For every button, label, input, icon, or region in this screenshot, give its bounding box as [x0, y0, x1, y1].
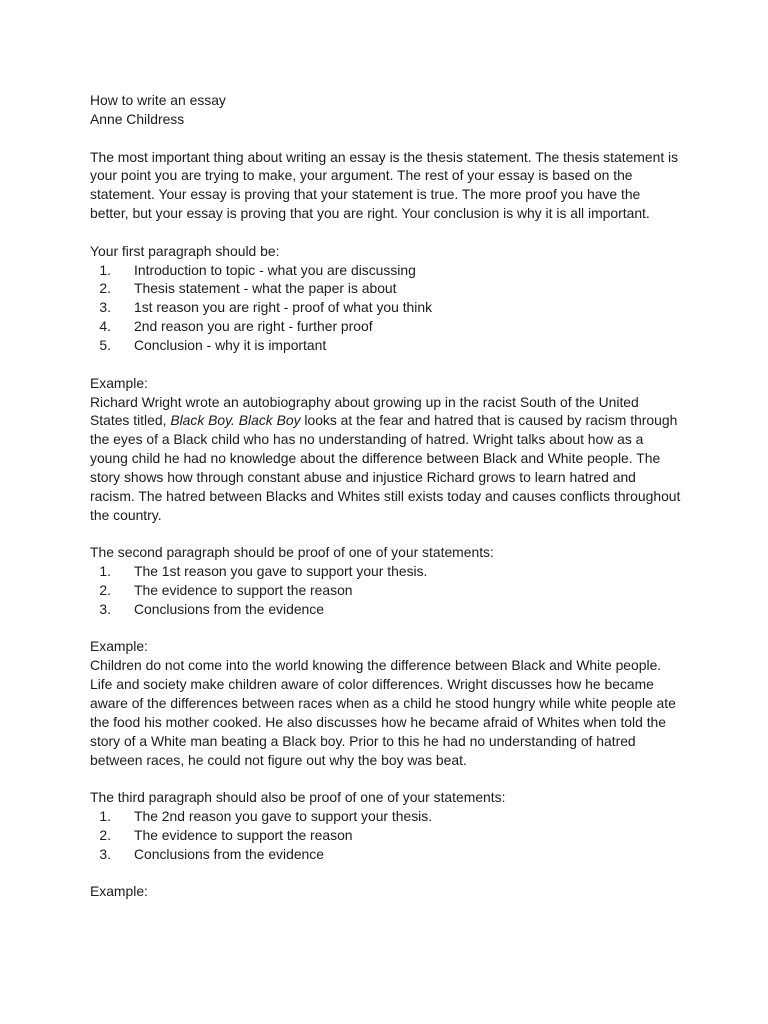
example-label: Example: — [90, 374, 148, 391]
list-number: 4. — [99, 318, 111, 335]
second-paragraph-heading: The second paragraph should be proof of one of your statements: — [90, 544, 494, 561]
list-number: 2. — [99, 581, 111, 598]
list-item — [90, 562, 690, 581]
list-item — [90, 298, 690, 317]
intro-paragraph — [90, 148, 690, 223]
spacer — [90, 355, 690, 374]
document-title: How to write an essay — [90, 92, 226, 108]
third-paragraph-list — [90, 807, 690, 864]
list-number: 2. — [99, 280, 111, 297]
list-number: 2. — [99, 826, 111, 843]
example-text: looks at the fear and hatred that is caused by racism through — [300, 412, 678, 429]
example-line: Life and society make children aware of color differences. Wright discusses how he became — [90, 676, 654, 693]
list-text: The evidence to support the reason — [134, 581, 353, 598]
example-line: aware of the differences between races when as a child he stood hungry while white people ate — [90, 695, 676, 711]
intro-line: statement. Your essay is proving that your statement is true. The more proof you have the — [90, 186, 641, 203]
intro-line: your point you are trying to make, your argument. The rest of your essay is based on the — [90, 167, 633, 184]
list-number: 1. — [99, 563, 111, 580]
spacer — [90, 769, 690, 788]
list-item — [90, 261, 690, 280]
list-text: Conclusions from the evidence — [134, 600, 324, 617]
example-paragraph-2 — [90, 656, 690, 769]
example-label: Example: — [90, 883, 148, 900]
document-author: Anne Childress — [90, 110, 185, 127]
third-paragraph-heading: The third paragraph should also be proof of one of your statements: — [90, 789, 506, 806]
spacer — [90, 864, 690, 883]
list-text: The 2nd reason you gave to support your thesis. — [134, 808, 433, 825]
example-line: story shows how through constant abuse and injustice Richard grows to learn hatred and — [90, 468, 636, 485]
list-item — [90, 807, 690, 826]
spacer — [90, 129, 690, 148]
list-text: 1st reason you are right - proof of what you think — [134, 299, 433, 316]
book-title: Black Boy. Black Boy — [170, 412, 301, 429]
list-item — [90, 279, 690, 298]
list-text: Conclusion - why it is important — [134, 336, 327, 353]
list-text: The evidence to support the reason — [134, 826, 353, 843]
example-line: young child he had no knowledge about the difference between Black and White people. The — [90, 450, 661, 467]
example-line: between races, he could not figure out why the boy was beat. — [90, 751, 467, 768]
example-line: racism. The hatred between Blacks and Whites still exists today and causes conflicts throughout — [90, 487, 681, 504]
list-text: The 1st reason you gave to support your thesis. — [134, 563, 428, 580]
list-item — [90, 826, 690, 845]
spacer — [90, 223, 690, 242]
list-item — [90, 317, 690, 336]
list-number: 3. — [99, 600, 111, 617]
list-number: 3. — [99, 845, 111, 862]
list-number: 5. — [99, 336, 111, 353]
first-paragraph-heading: Your first paragraph should be: — [90, 242, 280, 259]
example-line — [90, 411, 690, 430]
spacer — [90, 524, 690, 543]
list-item — [90, 600, 690, 619]
list-text: Thesis statement - what the paper is about — [134, 280, 397, 297]
document-body — [90, 91, 690, 901]
list-item — [90, 581, 690, 600]
example-line: the eyes of a Black child who has no understanding of hatred. Wright talks about how as a — [90, 431, 644, 448]
example-line: Richard Wright wrote an autobiography about growing up in the racist South of the United — [90, 393, 639, 410]
intro-line: The most important thing about writing an essay is the thesis statement. The thesis statement is — [90, 148, 679, 165]
second-paragraph-list — [90, 562, 690, 619]
list-text: Conclusions from the evidence — [134, 845, 324, 862]
spacer — [90, 619, 690, 638]
list-number: 1. — [99, 261, 111, 278]
example-line: Children do not come into the world knowing the difference between Black and White people. — [90, 657, 662, 674]
list-item — [90, 336, 690, 355]
list-number: 3. — [99, 299, 111, 316]
list-text: 2nd reason you are right - further proof — [134, 318, 373, 335]
intro-line: better, but your essay is proving that you are right. Your conclusion is why it is all important. — [90, 205, 650, 222]
example-line: the food his mother cooked. He also discusses how he became afraid of Whites when told the — [90, 713, 667, 730]
example-text: States titled, — [90, 412, 171, 429]
example-label: Example: — [90, 638, 148, 655]
example-line: the country. — [90, 506, 162, 523]
first-paragraph-list — [90, 261, 690, 355]
list-text: Introduction to topic - what you are discussing — [134, 261, 416, 278]
example-line: story of a White man beating a Black boy. Prior to this he had no understanding of hatred — [90, 732, 636, 749]
list-number: 1. — [99, 808, 111, 825]
example-paragraph-1 — [90, 393, 690, 525]
list-item — [90, 845, 690, 864]
